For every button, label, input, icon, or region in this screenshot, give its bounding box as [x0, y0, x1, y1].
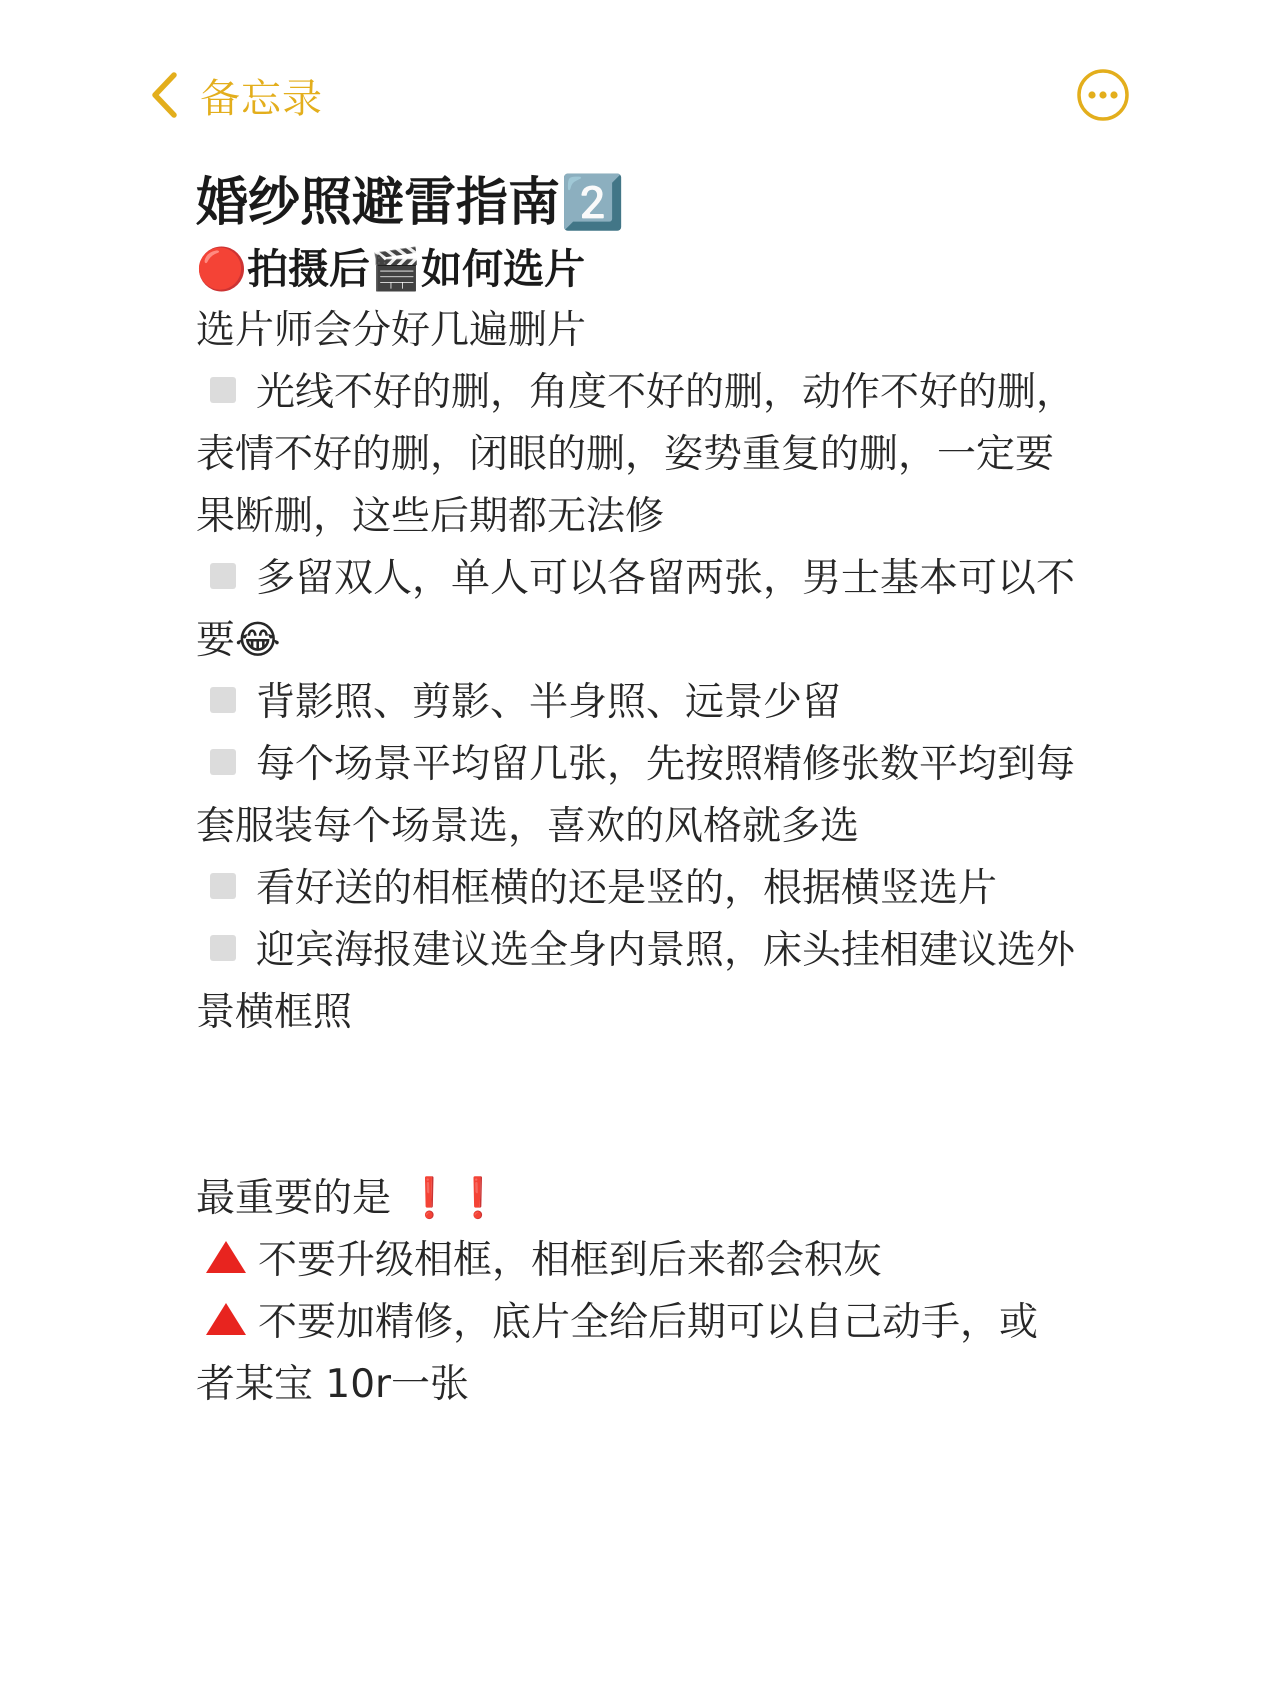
list-item	[196, 858, 1076, 920]
list-item	[196, 734, 1076, 858]
note-title	[196, 168, 1076, 238]
ellipsis-circle-icon	[1076, 68, 1130, 122]
square-bullet-icon	[210, 687, 236, 713]
red-circle-icon: 🔴	[196, 245, 248, 293]
square-bullet-icon	[210, 935, 236, 961]
exclamation-marks-icon: ❗️❗️	[405, 1176, 503, 1221]
list-item-text: 光线不好的删，角度不好的删，动作不好的删，表情不好的删，闭眼的删，姿势重复的删，一定要果断删，这些后期都无法修	[196, 370, 1076, 539]
section-heading-part-1: 拍摄后	[247, 245, 371, 293]
blank-lines	[196, 1044, 1076, 1168]
warning-item-text: 不要升级相框，相框到后来都会积灰	[258, 1238, 883, 1283]
warning-item	[196, 1230, 1076, 1292]
square-bullet-icon	[210, 563, 236, 589]
square-bullet-icon	[210, 873, 236, 899]
list-item-text: 迎宾海报建议选全身内景照，床头挂相建议选外景横框照	[196, 928, 1076, 1035]
list-item-text: 背影照、剪影、半身照、远景少留	[256, 680, 842, 725]
list-item	[196, 920, 1076, 1044]
section-heading-part-2: 如何选片	[421, 245, 586, 293]
intro-text: 选片师会分好几遍删片	[196, 308, 587, 353]
back-button[interactable]	[150, 60, 323, 130]
red-triangle-icon	[206, 1303, 246, 1335]
square-bullet-icon	[210, 749, 236, 775]
clapperboard-icon: 🎬	[370, 245, 422, 293]
note-body[interactable]	[196, 168, 1076, 1416]
list-item-text: 多留双人，单人可以各留两张，男士基本可以不要😂	[196, 556, 1076, 663]
important-label: 最重要的是	[196, 1176, 392, 1221]
list-item-text: 每个场景平均留几张，先按照精修张数平均到每套服装每个场景选，喜欢的风格就多选	[196, 742, 1076, 849]
square-bullet-icon	[210, 377, 236, 403]
warning-item	[196, 1292, 1076, 1416]
chevron-left-icon	[150, 71, 178, 119]
note-title-text: 婚纱照避雷指南	[196, 173, 561, 233]
back-label: 备忘录	[200, 75, 323, 122]
red-triangle-icon	[206, 1241, 246, 1273]
number-two-badge: 2️⃣	[560, 173, 625, 233]
list-item	[196, 362, 1076, 548]
warning-item-text: 不要加精修，底片全给后期可以自己动手，或者某宝 10r一张	[196, 1300, 1039, 1407]
list-item-text: 看好送的相框横的还是竖的，根据横竖选片	[256, 866, 998, 911]
list-item	[196, 672, 1076, 734]
list-item	[196, 548, 1076, 672]
nav-bar	[150, 60, 1130, 130]
more-options-button[interactable]	[1076, 68, 1130, 122]
section-heading	[196, 238, 1076, 300]
important-heading	[196, 1168, 1076, 1230]
